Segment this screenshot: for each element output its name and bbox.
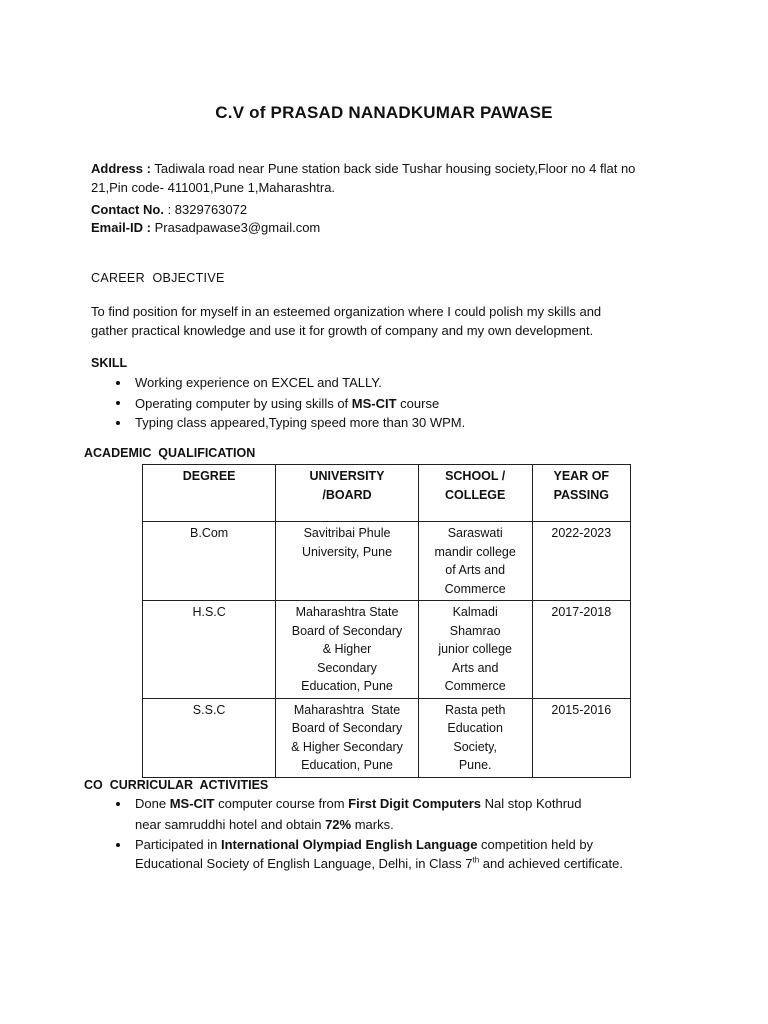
table-row (143, 698, 631, 777)
address-label: Address : (91, 161, 151, 176)
cell-line: Secondary (317, 660, 377, 675)
table-row (143, 522, 631, 601)
cell-line: Pune. (458, 758, 492, 772)
cell-university (276, 601, 419, 699)
cell-year: 2022-2023 (532, 522, 630, 601)
cell-line: Education, Pune (301, 679, 393, 693)
cell-university (276, 698, 419, 777)
skill-item-2 (135, 394, 439, 413)
skill-item-2-pre: Operating computer by using skills of (135, 396, 352, 411)
cell-line: Commerce (444, 679, 506, 693)
header-university (276, 465, 419, 522)
cell-line: Shamrao (449, 623, 501, 638)
cell-line: Kalmadi (452, 605, 498, 619)
cell-school (418, 522, 532, 601)
career-objective-heading: CAREER OBJECTIVE (91, 271, 225, 285)
cell-year: 2017-2018 (532, 601, 630, 699)
cell-line: University, Pune (301, 544, 393, 559)
text-run: and achieved certificate. (479, 856, 623, 871)
bullet-icon (116, 381, 120, 385)
text-run: Educational Society of English Language, Delhi, in Class 7 (135, 856, 473, 871)
header-degree (143, 465, 276, 522)
bullet-icon (116, 421, 120, 425)
cell-line: Commerce (444, 581, 506, 596)
header-school-line-1: SCHOOL / (445, 469, 506, 483)
cell-line: junior college (438, 642, 512, 656)
academic-heading: ACADEMIC QUALIFICATION (84, 446, 256, 460)
cell-degree: B.Com (143, 522, 276, 601)
cell-line: Education, Pune (301, 758, 393, 772)
table-header-row (143, 465, 631, 522)
header-year-line-1: YEAR OF (553, 469, 610, 483)
table-row (143, 601, 631, 699)
header-year (532, 465, 630, 522)
cell-line: Rasta peth (444, 702, 506, 717)
phone-label: Contact No. (91, 202, 164, 217)
cocurricular-heading: CO CURRICULAR ACTIVITIES (84, 778, 269, 792)
cell-school (418, 698, 532, 777)
header-school-line-2: COLLEGE (444, 487, 506, 502)
skill-item-3: Typing class appeared,Typing speed more than 30 WPM. (135, 415, 466, 430)
superscript: th (472, 855, 480, 865)
cell-line: & Higher Secondary (291, 739, 403, 754)
cell-line: Board of Secondary (291, 721, 403, 735)
header-university-line-1: UNIVERSITY (309, 469, 385, 483)
cell-line: Maharashtra State (295, 605, 399, 619)
skill-heading: SKILL (91, 356, 128, 370)
text-run: marks. (351, 817, 394, 832)
page-title: C.V of PRASAD NANADKUMAR PAWASE (215, 103, 553, 122)
header-year-line-2: PASSING (553, 487, 609, 502)
phone-number: 8329763072 (174, 202, 248, 217)
address-text-1: Tadiwala road near Pune station back side Tushar housing society,Floor no 4 flat no (154, 161, 636, 176)
email-line (91, 218, 320, 237)
cell-line: of Arts and (445, 563, 506, 577)
cell-line: & Higher (322, 642, 372, 656)
text-run: Done (135, 796, 170, 811)
bullet-icon (116, 401, 120, 405)
career-objective-line-2: gather practical knowledge and use it for growth of company and my own development. (91, 323, 594, 338)
cell-line: Arts and (451, 660, 499, 675)
bullet-icon (116, 802, 120, 806)
text-run-bold: First Digit Computers (348, 796, 482, 811)
academic-table (142, 464, 631, 778)
cell-year: 2015-2016 (532, 698, 630, 777)
text-run: Nal stop Kothrud (481, 796, 582, 811)
skill-item-1: Working experience on EXCEL and TALLY. (135, 375, 382, 390)
cell-line: Board of Secondary (291, 623, 403, 638)
skill-item-2-post: course (396, 396, 440, 411)
header-degree-label: DEGREE (182, 469, 236, 483)
text-run: near samruddhi hotel and obtain (135, 817, 326, 832)
address-line-1 (91, 159, 635, 178)
text-run-bold: MS-CIT (169, 796, 215, 811)
cell-line: mandir college (434, 544, 516, 559)
header-school (418, 465, 532, 522)
cocurricular-item-2-line-1 (135, 835, 593, 854)
cocurricular-item-1-line-2 (135, 815, 394, 834)
email-label: Email-ID : (91, 220, 151, 235)
cell-line: Education (447, 721, 503, 735)
phone-sep: : (163, 202, 175, 217)
cell-degree: H.S.C (143, 601, 276, 699)
skill-item-2-bold: MS-CIT (351, 396, 397, 411)
cell-university (276, 522, 419, 601)
header-university-line-2: /BOARD (322, 487, 372, 502)
text-run-bold: International Olympiad English Language (221, 837, 478, 852)
text-run-bold: 72% (325, 817, 352, 832)
address-line-2: 21,Pin code- 411001,Pune 1,Maharashtra. (91, 180, 336, 195)
cell-school (418, 601, 532, 699)
career-objective-line-1: To find position for myself in an esteemed organization where I could polish my skills and (91, 304, 602, 319)
text-run: Participated in (135, 837, 221, 852)
cell-degree: S.S.C (143, 698, 276, 777)
cell-line: Savitribai Phule (303, 526, 391, 540)
email-address: Prasadpawase3@gmail.com (154, 220, 321, 235)
contact-line (91, 200, 247, 219)
cocurricular-item-2-line-2 (135, 854, 623, 873)
bullet-icon (116, 843, 120, 847)
cell-line: Society, (453, 739, 497, 754)
text-run: computer course from (214, 796, 349, 811)
text-run: competition held by (477, 837, 594, 852)
cell-line: Maharashtra State (293, 702, 401, 717)
cell-line: Saraswati (447, 526, 503, 540)
cocurricular-item-1-line-1 (135, 794, 582, 813)
